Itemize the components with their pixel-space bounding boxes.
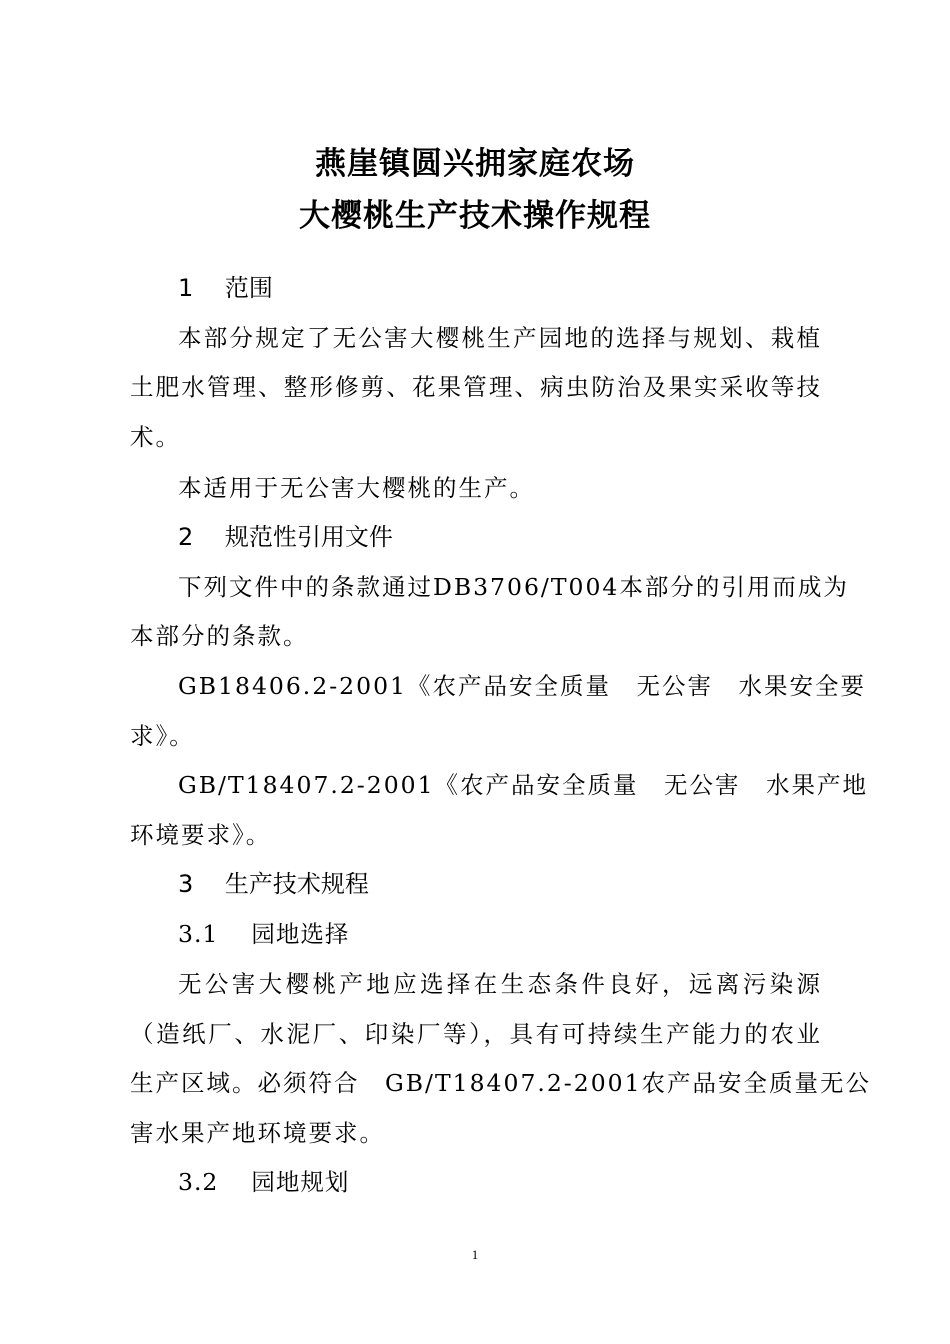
section-3-1-heading: 3.1 园地选择	[178, 920, 350, 948]
section-3-1-para1-line3: 生产区域。必须符合 GB/T18407.2-2001农产品安全质量无公	[130, 1069, 872, 1097]
section-1-para1-line1: 本部分规定了无公害大樱桃生产园地的选择与规划、栽植	[178, 324, 822, 352]
page-number: 1	[471, 1247, 479, 1262]
section-2-para1-line2: 本部分的条款。	[130, 622, 309, 650]
section-1-para1-line2: 土肥水管理、整形修剪、花果管理、病虫防治及果实采收等技	[130, 373, 822, 401]
section-3-1-para1-line4: 害水果产地环境要求。	[130, 1119, 385, 1147]
section-2-para2-line1: GB18406.2-2001《农产品安全质量 无公害 水果安全要	[178, 672, 866, 700]
section-3-2-heading: 3.2 园地规划	[178, 1168, 350, 1196]
section-2-heading: 2 规范性引用文件	[178, 523, 393, 551]
section-1-heading: 1 范围	[178, 274, 273, 302]
section-3-1-para1-line1: 无公害大樱桃产地应选择在生态条件良好，远离污染源	[178, 970, 822, 998]
section-2-para3-line2: 环境要求》。	[130, 821, 272, 849]
section-1-para2-line1: 本适用于无公害大樱桃的生产。	[178, 474, 535, 502]
section-2-para1-line1: 下列文件中的条款通过DB3706/T004本部分的引用而成为	[178, 573, 849, 601]
section-1-para1-line3: 术。	[130, 423, 181, 451]
section-3-1-para1-line2: （造纸厂、水泥厂、印染厂等），具有可持续生产能力的农业	[130, 1020, 822, 1048]
document-title-line2: 大樱桃生产技术操作规程	[299, 198, 651, 234]
section-2-para2-line2: 求》。	[130, 722, 195, 750]
section-3-heading: 3 生产技术规程	[178, 870, 369, 898]
document-title-line1: 燕崖镇圆兴拥家庭农场	[315, 146, 635, 182]
section-2-para3-line1: GB/T18407.2-2001《农产品安全质量 无公害 水果产地	[178, 771, 869, 799]
